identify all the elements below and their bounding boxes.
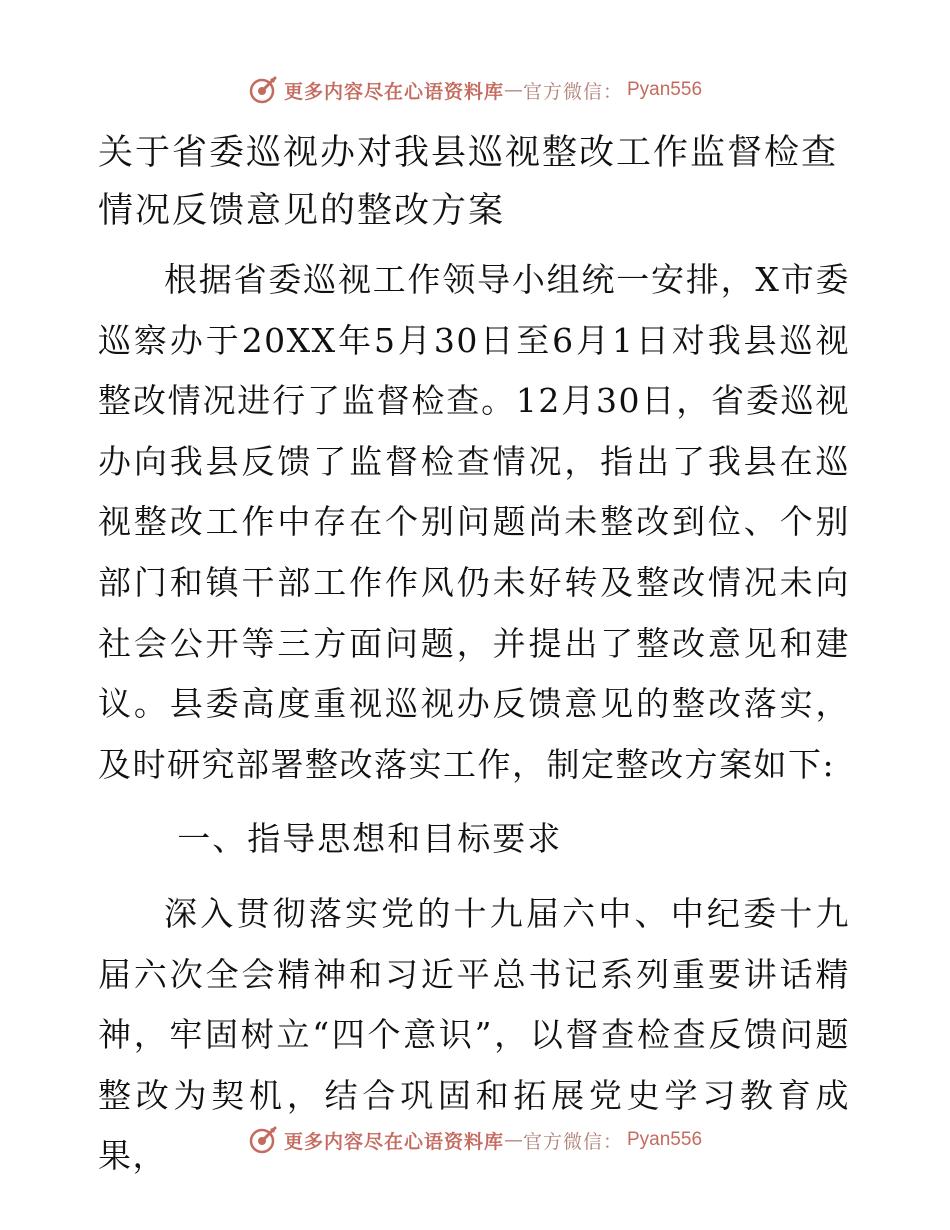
watermark-dash: — [503, 1129, 523, 1151]
watermark-footer [0, 1122, 950, 1158]
watermark-sub-text: 官方微信： [522, 80, 623, 103]
paragraph-guiding-thought: 深入贯彻落实党的十九届六中、中纪委十九届六次全会精神和习近平总书记系列重要讲话精神，牢固树立“四个意识”，以督查检查反馈问题整改为契机，结合巩固和拓展党史学习教育成果， [98, 893, 850, 1176]
section-heading-1: 一、指导思想和目标要求 [177, 819, 563, 859]
watermark-wechat-id: Pyan556 [627, 79, 703, 100]
pen-logo-icon [248, 75, 278, 105]
document-title: 关于省委巡视办对我县巡视整改工作监督检查情况反馈意见的整改方案 [98, 133, 839, 231]
pen-logo-icon [248, 1125, 278, 1155]
watermark-sub-text: 官方微信： [522, 1130, 623, 1153]
watermark-header [0, 72, 950, 108]
watermark-main-text: 更多内容尽在心语资料库 [283, 1130, 504, 1153]
paragraph-intro: 根据省委巡视工作领导小组统一安排，X市委巡察办于20XX年5月30日至6月1日对我县巡视整改情况进行了监督检查。12月30日，省委巡视办向我县反馈了监督检查情况，指出了我县在巡视整改工作中存在个别问题尚未整改到位、个别部门和镇干部工作作风仍未好转及整改情况未向社会公开等三方面问题，并提出了整改意见和建议。县委高度重视巡视办反馈意见的整改落实，及时研究部署整改落实工作，制定整改方案如下: [98, 260, 850, 784]
document-body [98, 250, 850, 1187]
watermark-main-text: 更多内容尽在心语资料库 [283, 80, 504, 103]
watermark-wechat-id: Pyan556 [627, 1129, 703, 1150]
watermark-dash: — [503, 79, 523, 101]
